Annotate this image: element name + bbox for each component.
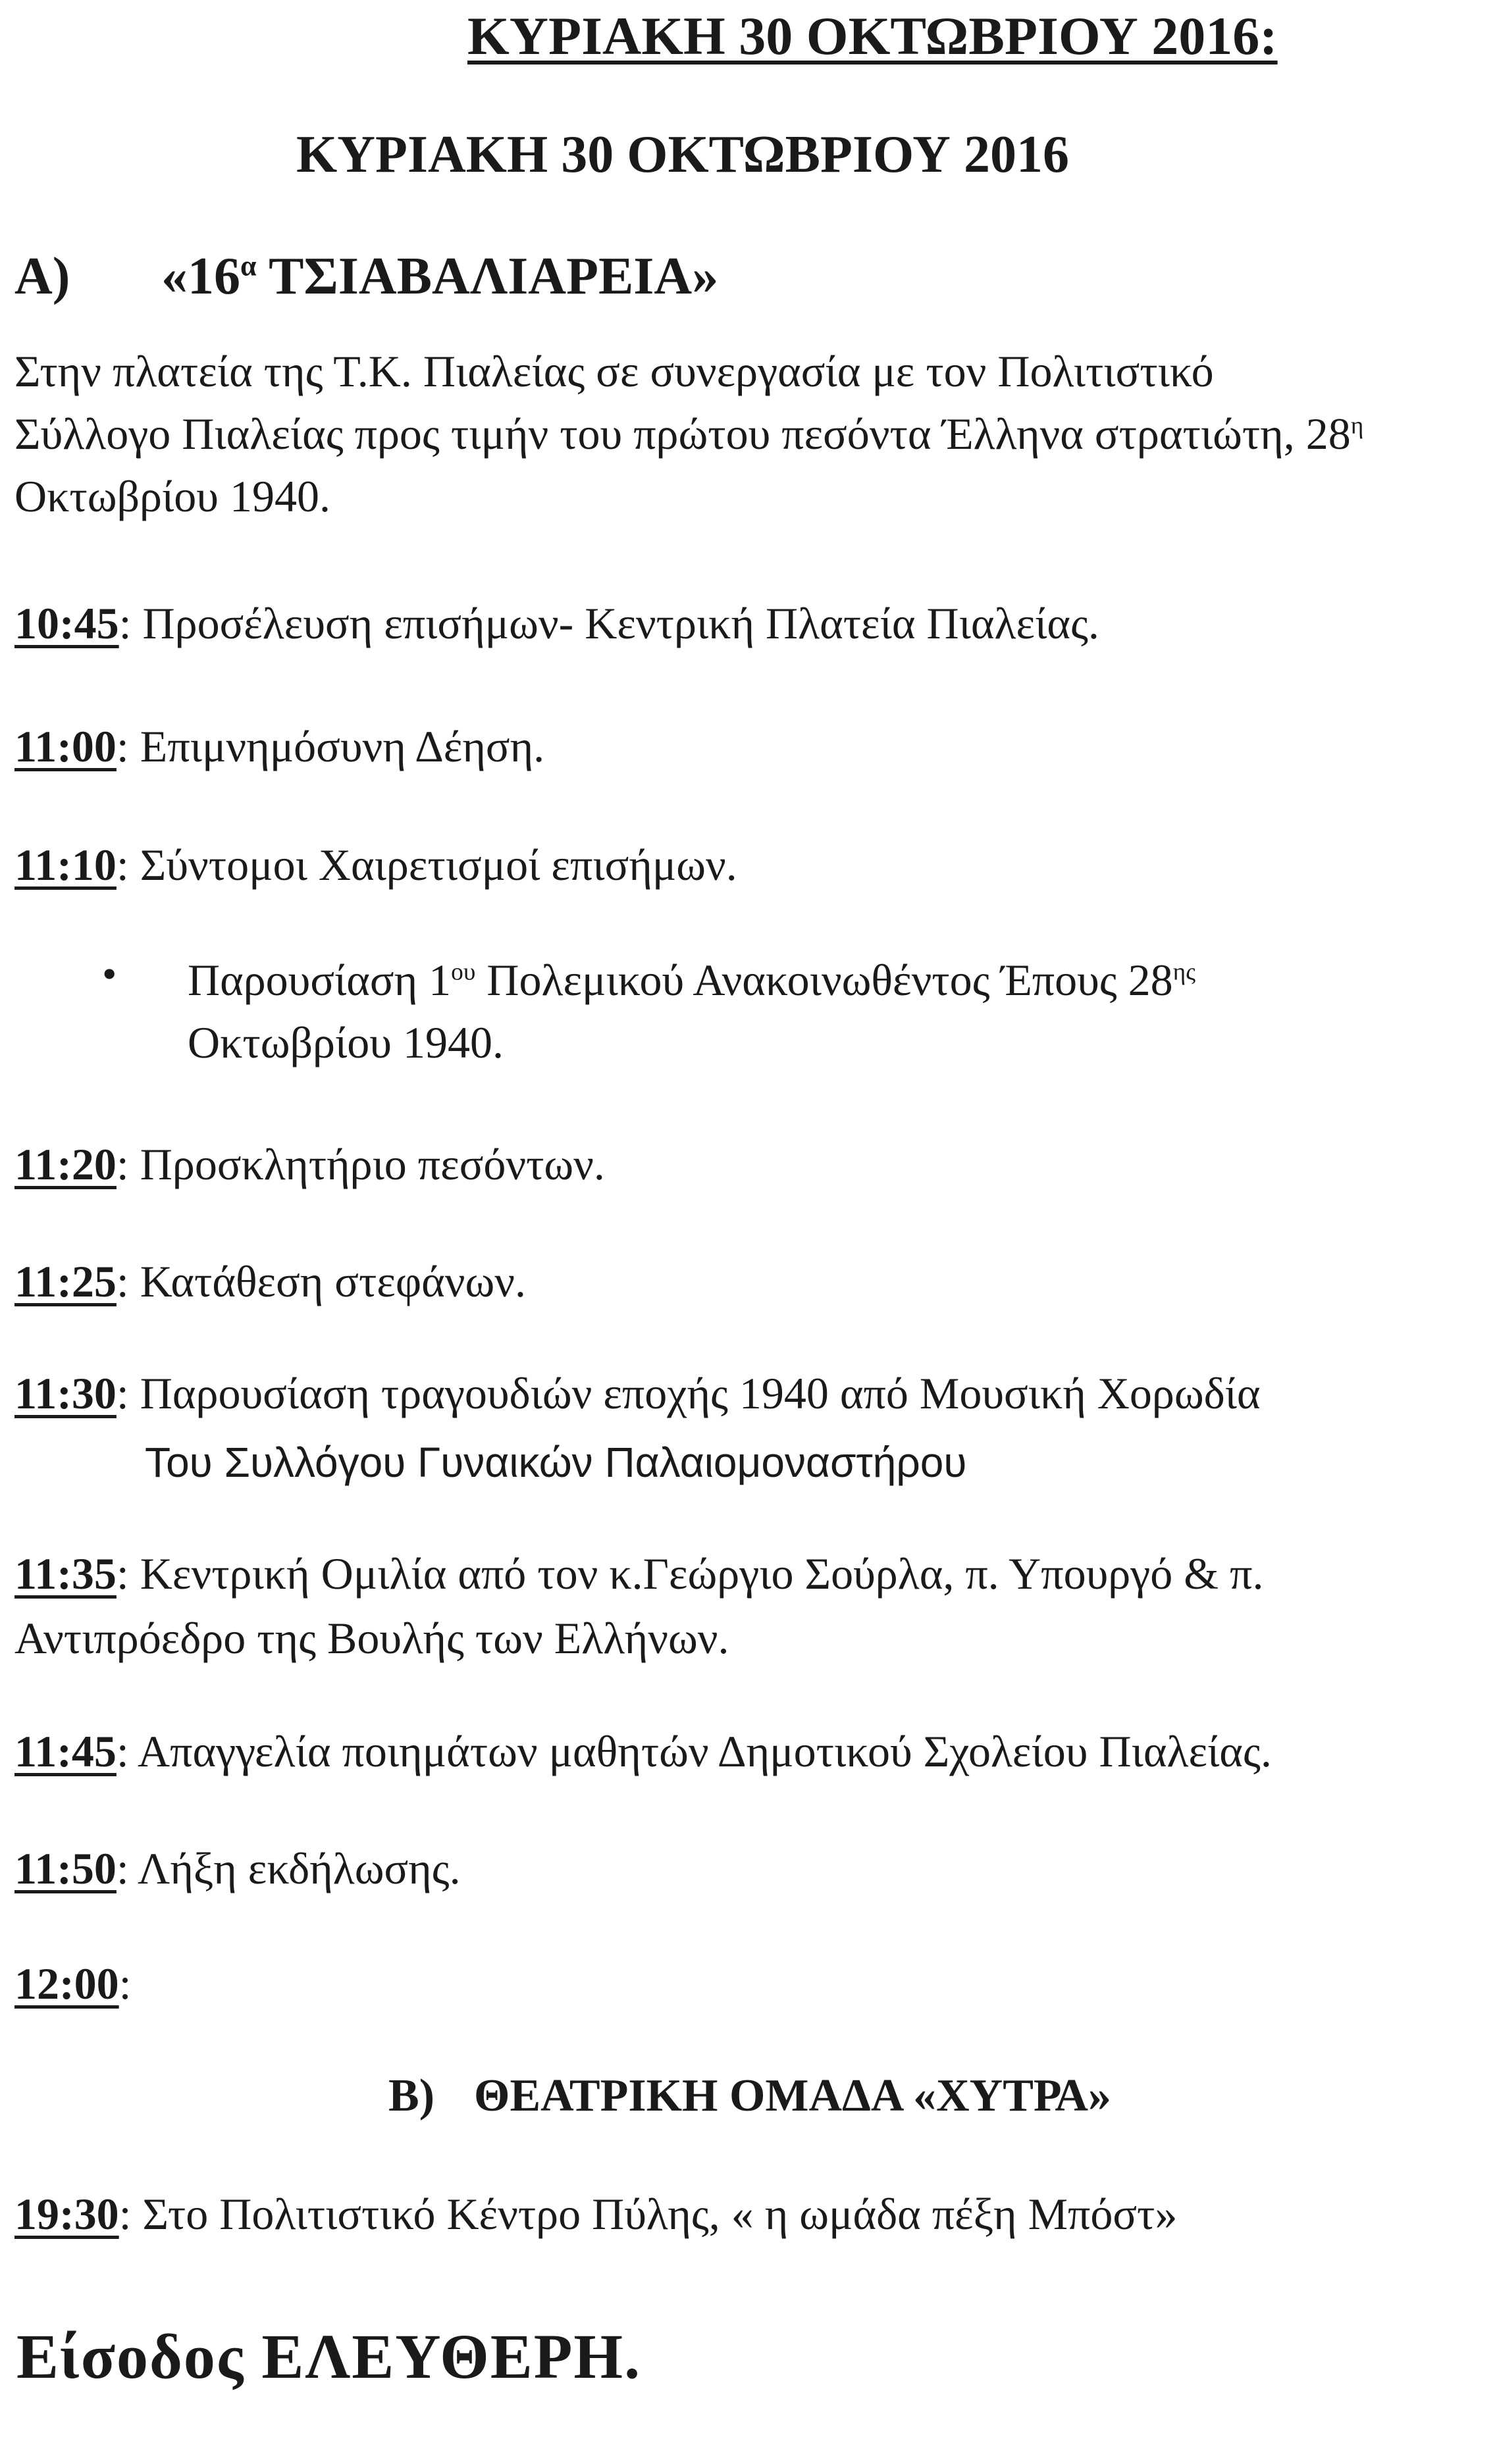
schedule-text: : Επιμνημόσυνη Δέηση. [116,721,545,771]
intro-line-2 [14,408,1363,460]
schedule-item-1130 [14,1368,1261,1420]
schedule-time: 19:30 [14,2189,119,2239]
bullet-line-1 [188,954,1195,1006]
intro-line-1: Στην πλατεία της Τ.Κ. Πιαλείας σε συνεργασία με τον Πολιτιστικό [14,346,1214,396]
schedule-time: 11:10 [14,840,117,890]
schedule-item-1125 [14,1256,526,1308]
schedule-text: : Προσέλευση επισήμων- Κεντρική Πλατεία Πιαλείας. [118,598,1099,648]
schedule-item-1145 [14,1726,1272,1778]
bullet-text-start: Παρουσίαση 1 [188,955,452,1005]
bullet-superscript-2: ης [1172,958,1196,986]
schedule-item-1120 [14,1139,605,1191]
schedule-time: 11:45 [14,1726,117,1776]
schedule-text: : Σύντομοι Χαιρετισμοί επισήμων. [116,840,737,890]
section-a-title-superscript: α [240,249,257,282]
section-b-title: ΘΕΑΤΡΙΚΗ ΟΜΑΔΑ «ΧΥΤΡΑ» [474,2070,1111,2121]
schedule-text: : Κατάθεση στεφάνων. [116,1256,526,1306]
intro-line-3: Οκτωβρίου 1940. [14,471,330,521]
schedule-time: 11:35 [14,1549,117,1599]
schedule-text: : Λήξη εκδήλωσης. [116,1843,461,1893]
schedule-time: 11:50 [14,1843,117,1893]
schedule-time: 10:45 [14,598,119,648]
section-a-title [161,247,718,307]
schedule-item-1200 [14,1958,132,2010]
intro-line-2-superscript: η [1350,412,1364,440]
section-a-title-start: «16 [161,247,240,305]
schedule-item-1135 [14,1548,1263,1600]
schedule-text: : Απαγγελία ποιημάτων μαθητών Δημοτικού Σχολείου Πιαλείας. [116,1726,1272,1776]
schedule-text: : [118,1959,132,2009]
bullet-icon: • [102,950,117,997]
bullet-superscript-1: ου [451,958,476,986]
schedule-text: : Παρουσίαση τραγουδιών εποχής 1940 από Μουσική Χορωδία [116,1368,1261,1418]
section-a-label: A) [14,247,70,305]
page-subtitle: ΚΥΡΙΑΚΗ 30 ΟΚΤΩΒΡΙΟΥ 2016 [296,126,1069,184]
bullet-text-middle: Πολεμικού Ανακοινωθέντος Έπους 28 [475,955,1173,1005]
schedule-item-1150 [14,1843,461,1895]
section-b-heading [388,2070,1111,2122]
schedule-time: 11:30 [14,1368,117,1418]
schedule-time: 11:20 [14,1139,117,1189]
intro-line-2-text: Σύλλογο Πιαλείας προς τιμήν του πρώτου πεσόντα Έλληνα στρατιώτη, 28 [14,409,1351,459]
section-a-title-end: ΤΣΙΑΒΑΛΙΑΡΕΙΑ» [256,247,719,305]
schedule-text: : Προσκλητήριο πεσόντων. [116,1139,605,1189]
free-entry-notice: Είσοδος ΕΛΕΥΘΕΡΗ. [16,2321,642,2392]
schedule-item-1130-line-2: Του Συλλόγου Γυναικών Παλαιομοναστήρου [145,1439,967,1486]
schedule-time: 11:25 [14,1256,117,1306]
schedule-time: 12:00 [14,1959,119,2009]
schedule-text: : Στο Πολιτιστικό Κέντρο Πύλης, « η ωμάδα πέξη Μπόστ» [118,2189,1178,2239]
schedule-item-1135-line-2: Αντιπρόεδρο της Βουλής των Ελλήνων. [14,1613,729,1663]
schedule-item-1110 [14,839,737,891]
schedule-item-1100 [14,721,544,773]
bullet-line-2: Οκτωβρίου 1940. [188,1017,504,1067]
schedule-time: 11:00 [14,721,117,771]
section-b-label: B) [388,2070,434,2121]
schedule-item-1045 [14,598,1099,650]
schedule-item-1930 [14,2188,1177,2240]
schedule-text: : Κεντρική Ομιλία από τον κ.Γεώργιο Σούρλα, π. Υπουργό & π. [116,1549,1264,1599]
page-title: ΚΥΡΙΑΚΗ 30 ΟΚΤΩΒΡΙΟΥ 2016: [467,6,1278,66]
